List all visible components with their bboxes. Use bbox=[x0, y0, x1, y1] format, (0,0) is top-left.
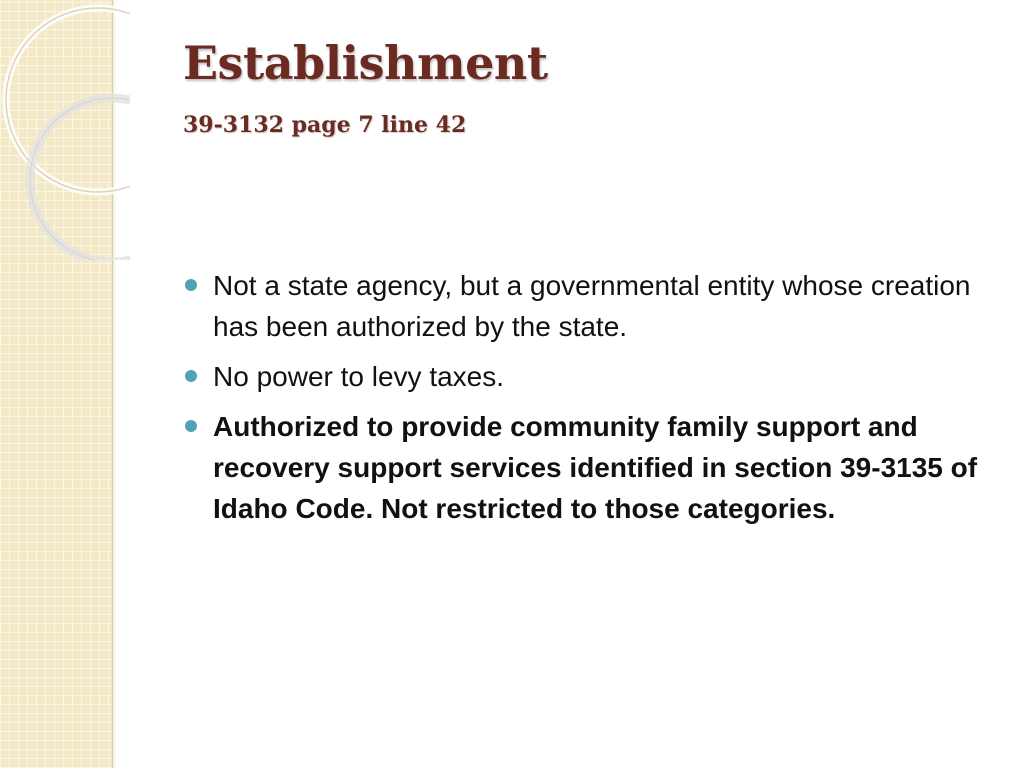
bullet-text: Authorized to provide community family support and recovery support services identified in section 39-3135 of Idaho Code. Not restricted to those categories. bbox=[213, 411, 978, 524]
bullet-list bbox=[185, 265, 985, 538]
bullet-text: Not a state agency, but a governmental entity whose creation has been authorized by the state. bbox=[213, 270, 971, 342]
bullet-dot-icon bbox=[185, 420, 197, 432]
bullet-dot-icon bbox=[185, 370, 197, 382]
bullet-item bbox=[185, 406, 985, 529]
slide-title: Establishment bbox=[183, 36, 548, 90]
bullet-item bbox=[185, 356, 985, 397]
ring-decoration-icon bbox=[0, 0, 130, 260]
bullet-text: No power to levy taxes. bbox=[213, 361, 505, 392]
bullet-dot-icon bbox=[185, 279, 197, 291]
bullet-item bbox=[185, 265, 985, 347]
slide-subtitle: 39-3132 page 7 line 42 bbox=[183, 112, 467, 138]
